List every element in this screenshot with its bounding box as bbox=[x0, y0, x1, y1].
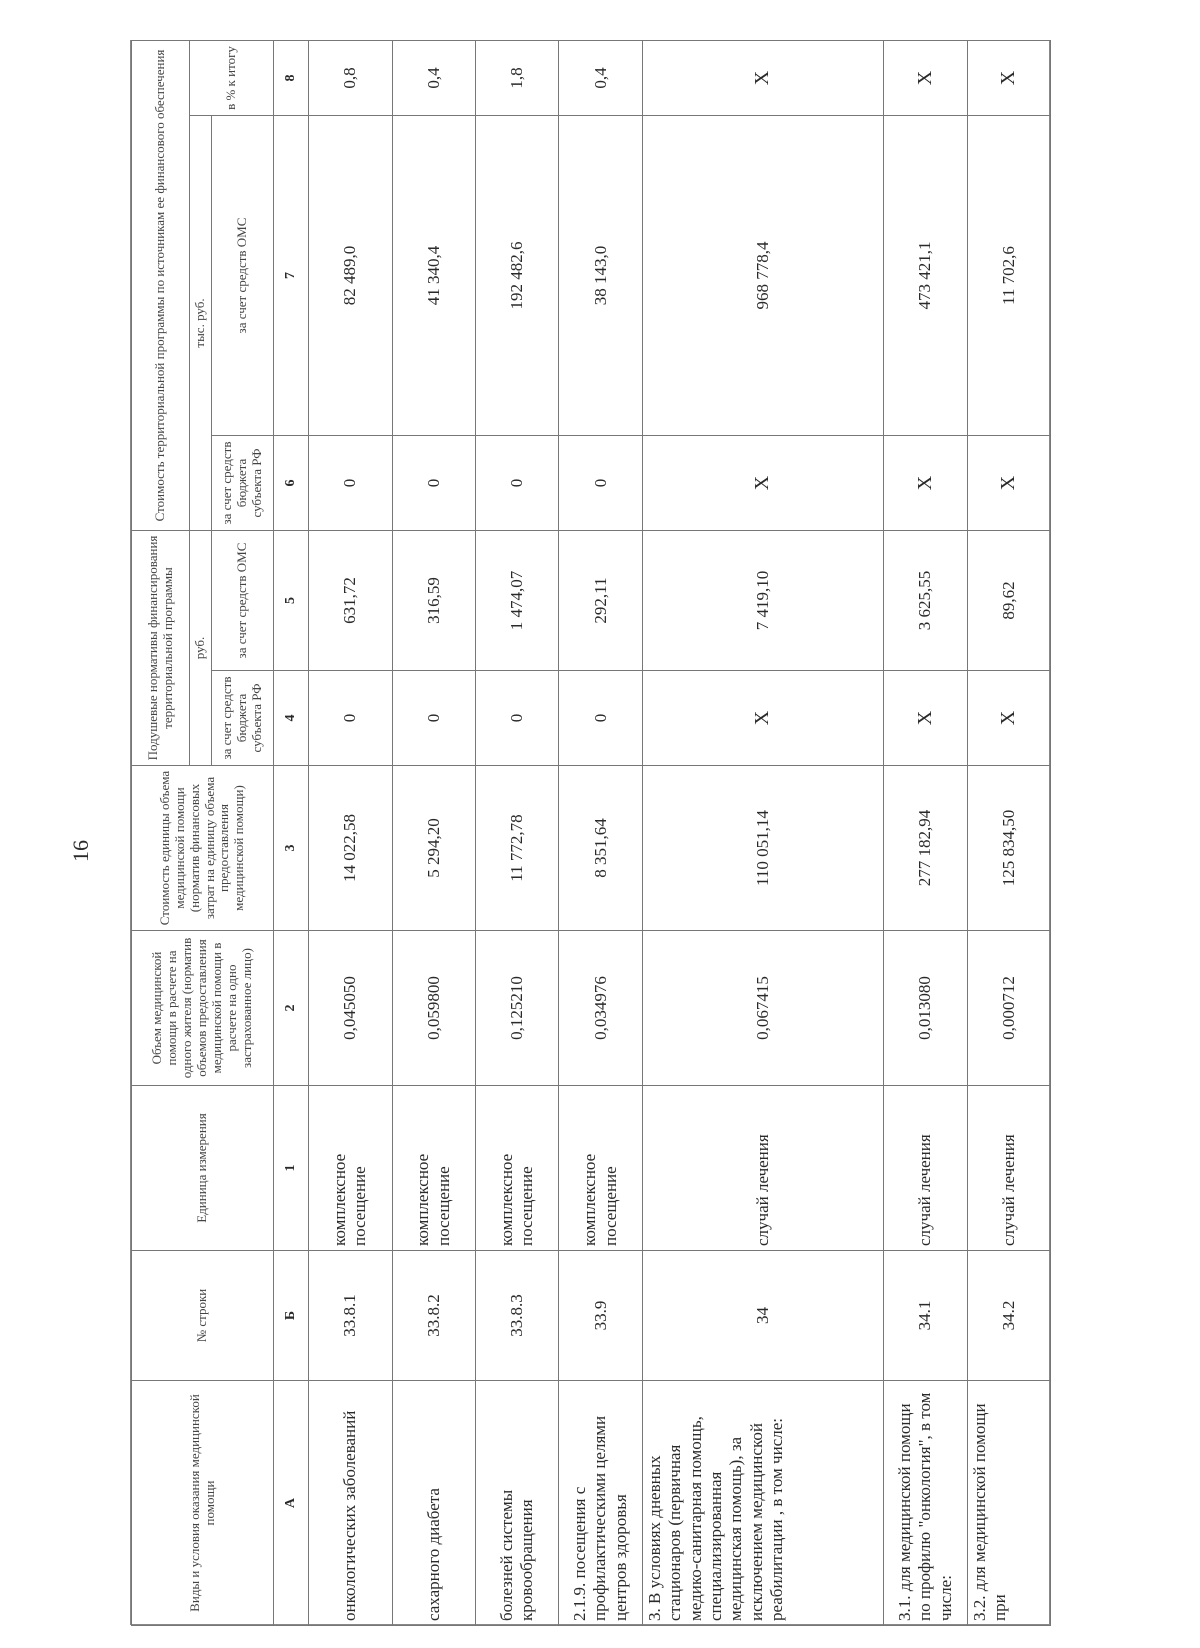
cell-oms-norm: 631,72 bbox=[309, 531, 392, 671]
index-cell: 5 bbox=[274, 531, 309, 671]
cell-volume: 0,013080 bbox=[884, 931, 967, 1086]
program-cost-table bbox=[131, 40, 1051, 1626]
table-row bbox=[884, 40, 967, 1625]
cell-budget-cost: 0 bbox=[392, 436, 475, 531]
cell-unit: случай лечения bbox=[642, 1086, 883, 1251]
cell-volume: 0,125210 bbox=[476, 931, 559, 1086]
header-oms-5: за счет средств ОМС bbox=[212, 531, 274, 671]
index-cell: 6 bbox=[274, 436, 309, 531]
document-sheet bbox=[130, 40, 1050, 1625]
header-budget-4: за счет средств бюджета субъекта РФ bbox=[212, 671, 274, 766]
index-cell: 8 bbox=[274, 40, 309, 115]
cell-unit-cost: 11 772,78 bbox=[476, 766, 559, 931]
cell-volume: 0,067415 bbox=[642, 931, 883, 1086]
index-cell: Б bbox=[274, 1251, 309, 1381]
cell-unit-cost: 277 182,94 bbox=[884, 766, 967, 931]
cell-oms-cost: 192 482,6 bbox=[476, 116, 559, 436]
cell-unit: случай лечения bbox=[967, 1086, 1050, 1251]
cell-oms-cost: 473 421,1 bbox=[884, 116, 967, 436]
cell-kind: онкологических заболеваний bbox=[309, 1381, 392, 1626]
cell-percent: X bbox=[642, 40, 883, 115]
cell-percent: X bbox=[884, 40, 967, 115]
column-index-row bbox=[274, 40, 309, 1625]
header-oms-7: за счет средств ОМС bbox=[212, 116, 274, 436]
cell-unit-cost: 5 294,20 bbox=[392, 766, 475, 931]
cell-oms-norm: 89,62 bbox=[967, 531, 1050, 671]
cell-row-number: 34.2 bbox=[967, 1251, 1050, 1381]
header-unit: Единица измерения bbox=[132, 1086, 274, 1251]
index-cell: 1 bbox=[274, 1086, 309, 1251]
cell-unit: комплексное посещение bbox=[476, 1086, 559, 1251]
cell-percent: X bbox=[967, 40, 1050, 115]
index-cell: 3 bbox=[274, 766, 309, 931]
cell-unit: комплексное посещение bbox=[392, 1086, 475, 1251]
cell-oms-cost: 11 702,6 bbox=[967, 116, 1050, 436]
cell-budget-norm: 0 bbox=[559, 671, 642, 766]
cell-unit-cost: 8 351,64 bbox=[559, 766, 642, 931]
cell-volume: 0,045050 bbox=[309, 931, 392, 1086]
cell-budget-cost: X bbox=[967, 436, 1050, 531]
header-budget-6: за счет средств бюджета субъекта РФ bbox=[212, 436, 274, 531]
header-per-capita: Подушевые нормативы финансирования территориальной программы bbox=[132, 531, 190, 766]
header-kind: Виды и условия оказания медицинской помощи bbox=[132, 1381, 274, 1626]
cell-oms-cost: 82 489,0 bbox=[309, 116, 392, 436]
cell-unit-cost: 14 022,58 bbox=[309, 766, 392, 931]
cell-oms-norm: 7 419,10 bbox=[642, 531, 883, 671]
cell-oms-norm: 292,11 bbox=[559, 531, 642, 671]
cell-budget-cost: X bbox=[884, 436, 967, 531]
header-volume: Объем медицинской помощи в расчете на одного жителя (норматив объемов предоставления медицинской помощи в расчете на одно застрахованное лицо) bbox=[132, 931, 274, 1086]
cell-percent: 0,8 bbox=[309, 40, 392, 115]
cell-unit: комплексное посещение bbox=[559, 1086, 642, 1251]
cell-budget-norm: 0 bbox=[476, 671, 559, 766]
cell-budget-norm: 0 bbox=[309, 671, 392, 766]
cell-volume: 0,059800 bbox=[392, 931, 475, 1086]
page-number: 16 bbox=[68, 840, 93, 862]
cell-percent: 0,4 bbox=[559, 40, 642, 115]
table-row bbox=[476, 40, 559, 1625]
cell-row-number: 33.8.3 bbox=[476, 1251, 559, 1381]
table-row bbox=[559, 40, 642, 1625]
table-row bbox=[309, 40, 392, 1625]
cell-volume: 0,000712 bbox=[967, 931, 1050, 1086]
cell-oms-norm: 1 474,07 bbox=[476, 531, 559, 671]
cell-unit: случай лечения bbox=[884, 1086, 967, 1251]
header-percent: в % к итогу bbox=[190, 40, 274, 115]
index-cell: 4 bbox=[274, 671, 309, 766]
cell-kind: 3.1. для медицинской помощи по профилю "онкология", в том числе: bbox=[884, 1381, 967, 1626]
index-cell: 7 bbox=[274, 116, 309, 436]
header-rub-unit: руб. bbox=[190, 531, 212, 766]
cell-budget-cost: 0 bbox=[559, 436, 642, 531]
cell-budget-cost: 0 bbox=[476, 436, 559, 531]
cell-oms-cost: 41 340,4 bbox=[392, 116, 475, 436]
cell-kind: 2.1.9. посещения с профилактическими целями центров здоровья bbox=[559, 1381, 642, 1626]
cell-kind: 3.2. для медицинской помощи при bbox=[967, 1381, 1050, 1626]
cell-oms-norm: 3 625,55 bbox=[884, 531, 967, 671]
table-row bbox=[642, 40, 883, 1625]
header-row-number: № строки bbox=[132, 1251, 274, 1381]
cell-row-number: 33.8.2 bbox=[392, 1251, 475, 1381]
cell-row-number: 33.9 bbox=[559, 1251, 642, 1381]
index-cell: А bbox=[274, 1381, 309, 1626]
cell-unit-cost: 110 051,14 bbox=[642, 766, 883, 931]
cell-budget-norm: X bbox=[884, 671, 967, 766]
cell-kind: 3. В условиях дневных стационаров (первичная медико-санитарная помощь, специализированная медицинская помощь), за исключением медицинской реабилитации , в том числе: bbox=[642, 1381, 883, 1626]
cell-percent: 0,4 bbox=[392, 40, 475, 115]
cell-kind: болезней системы кровообращения bbox=[476, 1381, 559, 1626]
index-cell: 2 bbox=[274, 931, 309, 1086]
cell-kind: сахарного диабета bbox=[392, 1381, 475, 1626]
header-program-cost: Стоимость территориальной программы по источникам ее финансового обеспечения bbox=[132, 40, 190, 530]
header-thous-rub-unit: тыс. руб. bbox=[190, 116, 212, 531]
cell-budget-norm: X bbox=[967, 671, 1050, 766]
cell-row-number: 33.8.1 bbox=[309, 1251, 392, 1381]
cell-unit: комплексное посещение bbox=[309, 1086, 392, 1251]
cell-budget-cost: 0 bbox=[309, 436, 392, 531]
cell-row-number: 34.1 bbox=[884, 1251, 967, 1381]
table-row bbox=[967, 40, 1050, 1625]
cell-budget-norm: X bbox=[642, 671, 883, 766]
cell-oms-cost: 38 143,0 bbox=[559, 116, 642, 436]
cell-percent: 1,8 bbox=[476, 40, 559, 115]
rotated-table-container bbox=[131, 41, 1051, 1626]
cell-budget-cost: X bbox=[642, 436, 883, 531]
cell-row-number: 34 bbox=[642, 1251, 883, 1381]
cell-oms-norm: 316,59 bbox=[392, 531, 475, 671]
cell-oms-cost: 968 778,4 bbox=[642, 116, 883, 436]
table-row bbox=[392, 40, 475, 1625]
cell-budget-norm: 0 bbox=[392, 671, 475, 766]
header-unit-cost: Стоимость единицы объема медицинской помощи (норматив финансовых затрат на единицу объема предоставления медицинской помощи) bbox=[132, 766, 274, 931]
cell-volume: 0,034976 bbox=[559, 931, 642, 1086]
cell-unit-cost: 125 834,50 bbox=[967, 766, 1050, 931]
